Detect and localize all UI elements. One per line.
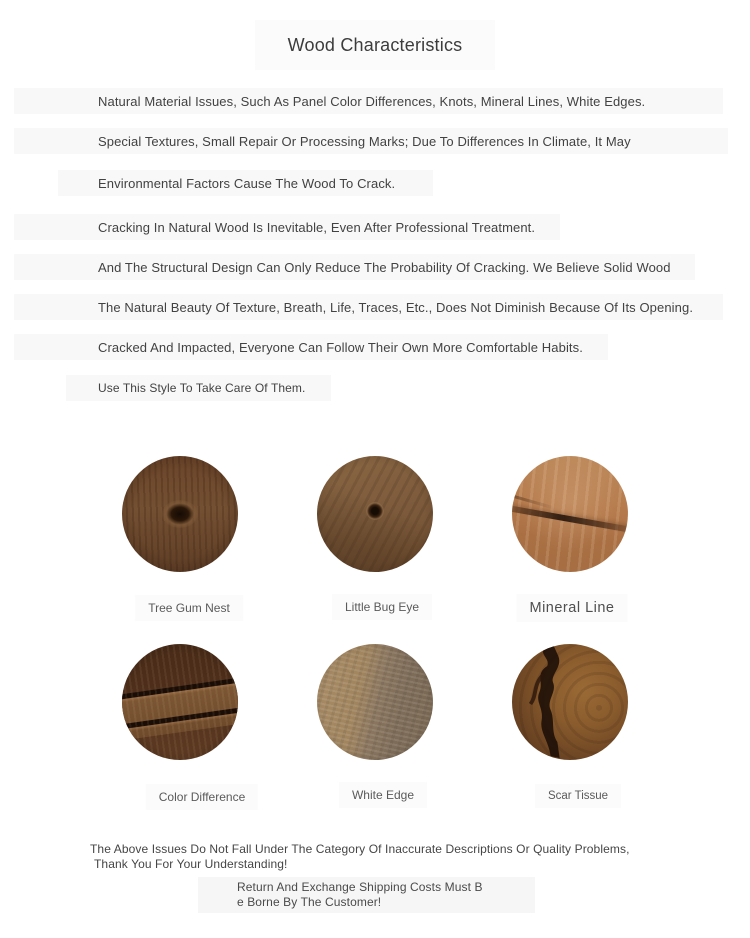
return-policy-line2: e Borne By The Customer! [237, 895, 382, 909]
paragraph-line: Use This Style To Take Care Of Them. [66, 375, 331, 401]
wood-sample-image-tree-gum-nest [122, 456, 238, 572]
page-title: Wood Characteristics [287, 34, 463, 55]
wood-sample-image-color-difference [122, 644, 238, 760]
footer-disclaimer [90, 842, 670, 871]
paragraph-line: Special Textures, Small Repair Or Processing Marks; Due To Differences In Climate, It May [14, 128, 728, 154]
sample-label-tree-gum-nest: Tree Gum Nest [135, 595, 243, 621]
scar-detail [517, 644, 584, 760]
sample-label-white-edge: White Edge [339, 782, 427, 808]
sample-label-little-bug-eye: Little Bug Eye [332, 594, 432, 620]
paragraph-line: Cracked And Impacted, Everyone Can Follow Their Own More Comfortable Habits. [14, 334, 608, 360]
title-box [255, 20, 495, 70]
bug-eye-hole-detail [366, 502, 384, 520]
sample-label-scar-tissue: Scar Tissue [535, 784, 621, 808]
return-policy-line1: Return And Exchange Shipping Costs Must B [237, 880, 483, 894]
knot-detail [162, 500, 198, 528]
footer-disclaimer-line1: The Above Issues Do Not Fall Under The Category Of Inaccurate Descriptions Or Quality Problems, [90, 842, 630, 856]
wood-sample-image-little-bug-eye [317, 456, 433, 572]
wood-sample-image-scar-tissue [512, 644, 628, 760]
sample-label-mineral-line: Mineral Line [517, 594, 628, 622]
paragraph-line: The Natural Beauty Of Texture, Breath, Life, Traces, Etc., Does Not Diminish Because Of Its Opening. [14, 294, 723, 320]
grain-overlay [122, 644, 238, 760]
return-policy-notice [198, 877, 535, 913]
footer-disclaimer-line2: Thank You For Your Understanding! [94, 856, 288, 871]
wood-sample-image-mineral-line [512, 456, 628, 572]
mineral-line-detail [512, 504, 628, 534]
paragraph-line: And The Structural Design Can Only Reduce The Probability Of Cracking. We Believe Solid Wood [14, 254, 695, 280]
wood-sample-image-white-edge [317, 644, 433, 760]
sample-label-color-difference: Color Difference [146, 784, 258, 810]
paragraph-line: Environmental Factors Cause The Wood To Crack. [58, 170, 433, 196]
paragraph-line: Natural Material Issues, Such As Panel Color Differences, Knots, Mineral Lines, White Edges. [14, 88, 723, 114]
paragraph-line: Cracking In Natural Wood Is Inevitable, Even After Professional Treatment. [14, 214, 560, 240]
